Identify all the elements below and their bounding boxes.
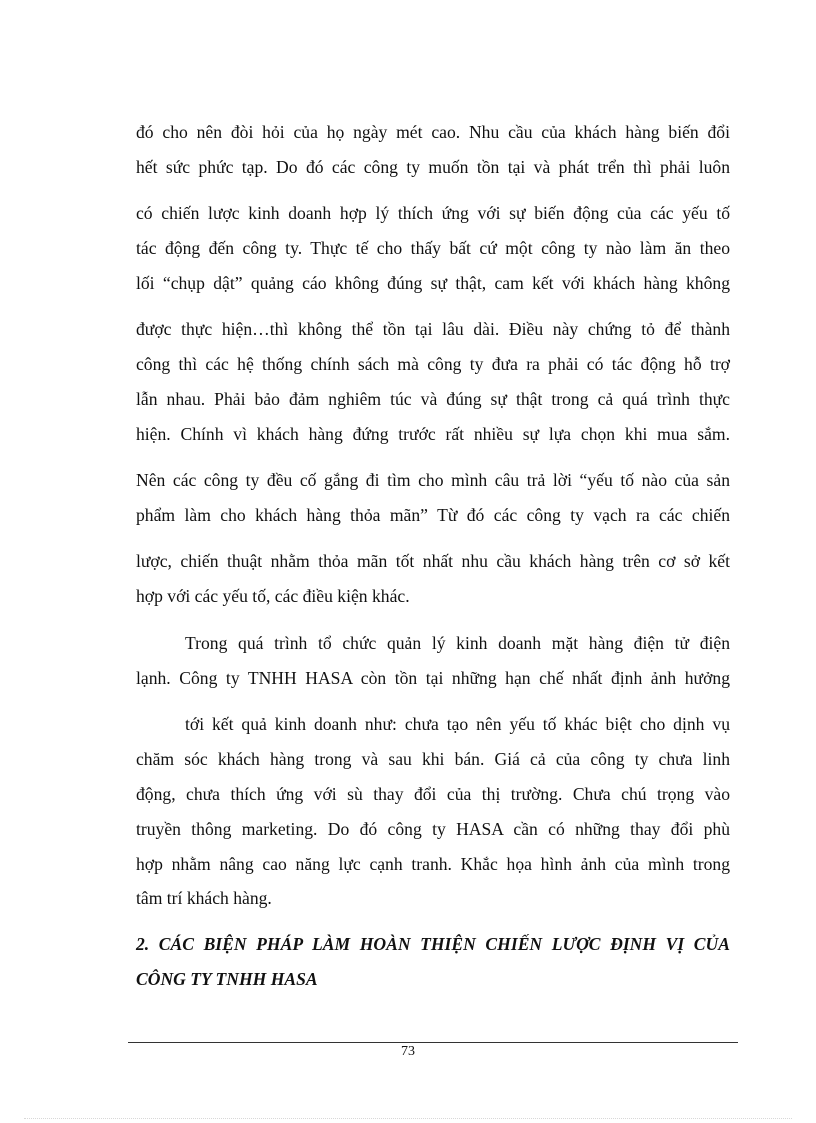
paragraph-line: đó cho nên đòi hỏi của họ ngày mét cao. Nhu cầu của khách hàng biến đổi (136, 122, 730, 142)
paragraph-line: được thực hiện…thì không thể tồn tại lâu dài. Điều này chứng tỏ để thành (136, 319, 730, 339)
paragraph-line: có chiến lược kinh doanh hợp lý thích ứng với sự biến động của các yếu tố (136, 203, 730, 223)
page-bottom-border (24, 1118, 792, 1119)
paragraph-line: lối “chụp dật” quảng cáo không đúng sự thật, cam kết với khách hàng không (136, 273, 730, 293)
paragraph-line: tác động đến công ty. Thực tế cho thấy bất cứ một công ty nào làm ăn theo (136, 238, 730, 258)
paragraph-line: hợp nhằm nâng cao năng lực cạnh tranh. Khắc họa hình ảnh của mình trong (136, 854, 730, 874)
section-heading-line-1: 2. CÁC BIỆN PHÁP LÀM HOÀN THIỆN CHIẾN LƯỢC ĐỊNH VỊ CỦA (136, 934, 730, 954)
paragraph-line: hết sức phức tạp. Do đó các công ty muốn tồn tại và phát trển thì phải luôn (136, 157, 730, 177)
paragraph-line: chăm sóc khách hàng trong và sau khi bán. Giá cả của công ty chưa linh (136, 749, 730, 769)
paragraph-line: lẫn nhau. Phải bảo đảm nghiêm túc và đúng sự thật trong cả quá trình thực (136, 389, 730, 409)
paragraph-line: truyền thông marketing. Do đó công ty HASA cần có những thay đổi phù (136, 819, 730, 839)
paragraph-line: tâm trí khách hàng. (136, 888, 272, 908)
paragraph-line: Nên các công ty đều cố gắng đi tìm cho mình câu trả lời “yếu tố nào của sản (136, 470, 730, 490)
paragraph-line: Trong quá trình tổ chức quản lý kinh doanh mặt hàng điện tử điện (185, 633, 730, 653)
paragraph-line: lược, chiến thuật nhằm thỏa mãn tốt nhất nhu cầu khách hàng trên cơ sở kết (136, 551, 730, 571)
paragraph-line: động, chưa thích ứng với sù thay đổi của thị trường. Chưa chú trọng vào (136, 784, 730, 804)
paragraph-line: công thì các hệ thống chính sách mà công ty đưa ra phải có tác động hỗ trợ (136, 354, 730, 374)
section-heading-line-2: CÔNG TY TNHH HASA (136, 969, 318, 989)
paragraph-line: phẩm làm cho khách hàng thỏa mãn” Từ đó các công ty vạch ra các chiến (136, 505, 730, 525)
page-number: 73 (401, 1044, 415, 1059)
paragraph-line: hợp với các yếu tố, các điều kiện khác. (136, 586, 410, 606)
paragraph-line: tới kết quả kinh doanh như: chưa tạo nên yếu tố khác biệt cho dịnh vụ (185, 714, 730, 734)
paragraph-line: lạnh. Công ty TNHH HASA còn tồn tại những hạn chế nhất định ảnh hưởng (136, 668, 730, 688)
paragraph-line: hiện. Chính vì khách hàng đứng trước rất nhiều sự lựa chọn khi mua sắm. (136, 424, 730, 444)
